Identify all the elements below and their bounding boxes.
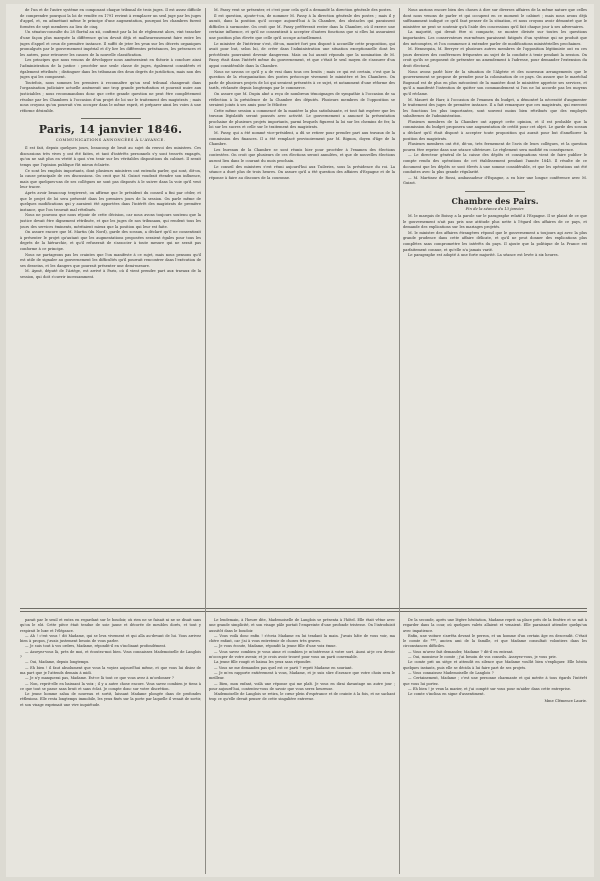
paragraph: Nous avons parlé hier de la situation de l'Algérie et des nouveaux arrangements que le gouvernement se propose de prendre pour la colonisation de ce pays. On assure que le maréchal Bugeaud est de plus en plus mécontent de la manière dont le ministère apprécie ses services, et qu'il a manifesté l'intention de quitter son commandement si l'on ne lui accorde pas les moyens qu'il réclame. (403, 69, 587, 96)
paragraph: Toutefois, nous sommes les premiers à reconnaître qu'un seul tribunal changerait dans l'organisation judiciaire actuelle amènerait une trop grande perturbation et pourrait nuire aux justiciables ; nous recommandons donc que cette grande question ne peut être complètement résolue par les Chambres à l'occasion d'un projet de loi sur le traitement des magistrats ; mais nous croyons qu'on pourrait s'en occuper dans le même esprit, et préparer ainsi les voies à une réforme désirable. (20, 80, 201, 113)
paragraph: de l'un et de l'autre système en composant chaque tribunal de trois juges. Il est assez difficile de comprendre pourquoi la loi de vendée en 1791 revient à remplacer un seul juge par les juges d'appel, et, en admettant même le principe d'une augmentation, pourquoi les chambres furent formées de sept membres au lieu de cinq. (20, 8, 201, 29)
paragraph: Après avoir beaucoup tergiversé, on affirme que le président du conseil a fini par céder, et que le projet de loi sera présenté dans les premiers jours de la session. On parle même de quelques modifications qui y auraient été apportées dans l'intérêt des magistrats de première instance, que l'on trouvait mal rétribués. (20, 191, 201, 212)
paragraph: — Ah ! c'est vous ! dit Madame, qui se leva vivement et qui alla au-devant de lui. Vous arrivez bien à propos, j'avais justement besoin de vous parler. (20, 633, 201, 644)
paragraph: Mademoiselle de Langlois se retira, le cœur plein d'espérance et de crainte à la fois, et ne sachant trop ce qu'elle devait penser de cette singulière entrevue. (209, 692, 395, 702)
paragraph: parait par le seuil et entra en regardant sur le boudoir, où rien ne se faisait ni ne se disait sans qu'on le sût. Cette pièce était tendue de soie jaune et décorée de meubles dorés, et tout y respirait le luxe et l'élégance. (20, 618, 201, 633)
column-divider (205, 8, 206, 874)
paragraph: M. le ministre des affaires étrangères répond que le gouvernement a toujours agi avec la plus grande prudence dans cette affaire délicate, et qu'il ne peut donner des explications plus complètes sans compromettre les intérêts du pays. Il ajoute que la politique de la France est parfaitement connue, et qu'elle n'a jamais varié. (403, 230, 587, 252)
paragraph: Le conseil des ministres s'est réuni aujourd'hui aux Tuileries, sous la présidence du roi. La séance a duré plus de trois heures. On assure qu'il a été question des affaires d'Espagne et de la réponse à faire au discours de la couronne. (209, 164, 395, 180)
feuilleton-signature: Mme Clémence Laurie. (544, 699, 587, 704)
dateline-subtitle: COMMUNICATIONS ANNONCÉES À L'AVANCE. (55, 137, 166, 143)
paragraph: M. le marquis de Boissy a la parole sur le paragraphe relatif à l'Espagne. Il se plaint de ce que le gouvernement n'ait pas pris une attitude plus nette à l'égard des affaires de ce pays, et demande des explications sur les mariages projetés. (403, 214, 587, 230)
feuilleton-column-2 (209, 618, 395, 874)
paragraph: Cette même session a commencé de la manière la plus satisfaisante, et tout fait espérer que les travaux législatifs seront poussés avec activité. Le gouvernement a annoncé la présentation prochaine de plusieurs projets importants, parmi lesquels figurent la loi sur les chemins de fer, la loi sur les sucres et celle sur le traitement des magistrats. (209, 108, 395, 130)
paragraph: La majorité, qui devait être si compacte, se montre divisée sur toutes les questions importantes. Les conservateurs eux-mêmes paraissent fatigués d'un système qui ne produit que des mécomptes, et l'on commence à entendre parler de modifications ministérielles prochaines. (403, 30, 587, 46)
paragraph: — Eh bien ! il faut absolument que vous la voyiez aujourd'hui même, et que vous lui disiez de ma part que je l'attends demain à midi. (20, 665, 201, 675)
paragraph: Le ministre de l'intérieur s'est, dit-on, montré fort peu disposé à accueillir cette proposition, qui avait pour but, selon lui, de créer dans l'administration une situation exceptionnelle dont les précédents pourraient devenir dangereux. Mais on lui aurait répondu que la nomination de M. Passy était dans l'intérêt même du gouvernement, et que c'était le seul moyen de s'assurer d'un appui considérable dans la Chambre. (209, 41, 395, 68)
paragraph: Nous aurions encore bien des choses à dire sur diverses affaires de la même nature que celles dont nous venons de parler et qui occupent en ce moment le cabinet ; mais nous avons déjà suffisamment indiqué ce qu'il faut penser de la situation, et nous croyons avoir démontré que le ministère ne peut se soutenir qu'à l'aide des concessions qu'il fait chaque jour à ses adversaires. (403, 8, 587, 29)
intro-block (20, 8, 201, 114)
column-3 (403, 8, 587, 603)
paragraph: — Vous savez combien je vous aime et combien je m'intéresse à votre sort. Aussi ai-je cru devoir m'occuper de votre avenir, et je crois avoir trouvé pour vous un parti convenable. (209, 649, 395, 660)
paragraph: — Bien, mon enfant, voilà une réponse qui me plaît. Je vous en dirai davantage un autre jour ; pour aujourd'hui, contentez-vous de savoir que vous serez heureuse. (209, 681, 395, 691)
paragraph: Les bureaux de la Chambre se sont réunis hier pour procéder à l'examen des élections contestées. On croit que plusieurs de ces élections seront annulées, et que de nouvelles élections auront lieu dans le courant du mois prochain. (209, 147, 395, 164)
divider (465, 191, 525, 192)
paragraph: — Vous ne me demandez pas quel est ce parti ? reprit Madame en souriant. (214, 665, 353, 670)
paragraph: M. Mauret de Harr, à l'occasion de l'examen du budget, a démontré la nécessité d'augmenter le traitement des juges de première instance. Il a fait remarquer que ces magistrats, qui exercent les fonctions les plus importantes, sont souvent moins bien rétribués que des employés subalternes de l'administration. (403, 97, 587, 119)
paragraph: On assure encore que M. Martin (du Nord), garde des sceaux, a déclaré qu'il ne consentirait à présenter le projet qu'autant que les augmentations proposées seraient égales pour tous les degrés de la hiérarchie, et qu'il refuserait de s'associer à toute mesure qui ne serait pas conforme à ce principe. (20, 230, 201, 251)
paragraph: M. Passy veut se présenter, et c'est pour cela qu'il a demandé la direction générale des postes. (214, 8, 392, 12)
feuilleton-column-1 (20, 618, 201, 874)
paragraph: Plusieurs membres de la Chambre ont appuyé cette opinion, et il est probable que la commission du budget proposera une augmentation de crédit pour cet objet. Le garde des sceaux a déclaré qu'il était disposé à accepter toute proposition qui aurait pour but d'améliorer la position des magistrats. (403, 119, 587, 141)
paragraph: Nous ne partageons pas les craintes que l'on manifeste à ce sujet, mais nous pensons qu'il est utile de signaler au gouvernement les difficultés qu'il pourrait rencontrer dans l'exécution de ses desseins, et les dangers que pourrait présenter une demi-mesure. (20, 252, 201, 268)
paragraph: Le paragraphe est adopté à une forte majorité. La séance est levée à six heures. (408, 253, 559, 258)
paragraph: — Je m'en rapporte entièrement à vous, Madame, et je suis sûre d'avance que votre choix sera le meilleur. (209, 670, 395, 681)
paragraph: La jeune fille rougit et baissa les yeux sans répondre. (214, 660, 312, 665)
paragraph: — Oui, Madame, depuis longtemps. (25, 660, 90, 665)
feuilleton-column-3 (403, 618, 587, 874)
paragraph: De la seconde, après une légère hésitation, Madame reprit sa place près de la fenêtre et se mit à regarder dans la cour, où quelques valets allaient et venaient. Elle paraissait attendre quelqu'un avec impatience. (403, 618, 587, 633)
newspaper-page (6, 4, 594, 877)
paragraph: — M. Martinez de Rossi, ambassadeur d'Espagne, a eu hier une longue conférence avec M. Guizot. (403, 175, 587, 186)
column-divider (399, 8, 400, 874)
paragraph: — Vous connaissez Mademoiselle de Langlois ? (408, 670, 494, 675)
feuilleton-rule-bottom (20, 611, 587, 612)
paragraph: — Je n'y manquerai pas, Madame. Est-ce là tout ce que vous avez à m'ordonner ? (25, 676, 174, 681)
paragraph: — Eh bien ! je veux la marier, et j'ai compté sur vous pour m'aider dans cette entreprise. (408, 686, 571, 691)
column-1 (20, 8, 201, 603)
paragraph: — Oui, monsieur le comte ; j'ai besoin de vos conseils. Asseyez-vous, je vous prie. (408, 655, 557, 660)
paragraph: Le jeune homme salua de nouveau et sortit, laissant Madame plongée dans de profondes réflexions. Elle resta longtemps immobile, les yeux fixés sur la porte par laquelle il venait de sortir, et son visage exprimait une vive inquiétude. (20, 692, 201, 707)
paragraph: M. Hennequin, M. Berryer et plusieurs autres membres de l'opposition légitimiste ont eu ces jours derniers des conférences fréquentes au sujet de la conduite à tenir pendant la session. On croit qu'ils se proposent de présenter un amendement à l'adresse, pour demander l'extension du droit électoral. (403, 47, 587, 68)
paragraph: — Je suis tout à vos ordres, Madame, répondit-il en s'inclinant profondément. (25, 644, 167, 649)
paragraph: Le lendemain, à l'heure dite, Mademoiselle de Langlois se présenta à l'hôtel. Elle était vêtue avec une grande simplicité, et son visage pâle portait l'empreinte d'une profonde tristesse. On l'introduisit aussitôt dans le boudoir. (209, 618, 395, 633)
section-title: Chambre des Pairs. (451, 196, 539, 206)
paragraph: Il est question, ajoute-t-on, de nommer M. Passy à la direction générale des postes ; mais il y aurait, dans la position qu'il occupe aujourd'hui à la Chambre, des obstacles qui paraissent difficiles à surmonter. On croit que M. Passy préférerait rester dans la Chambre, où il exerce une certaine influence, et qu'il ne consentirait à accepter d'autres fonctions que si elles lui assuraient une position plus élevée que celle qu'il occupe actuellement. (209, 13, 395, 40)
dateline-title: Paris, 14 janvier 1846. (38, 123, 183, 137)
paragraph: Le comte s'inclina en signe d'assentiment. (408, 692, 485, 697)
paragraph: — Je vous écoute, Madame, répondit la jeune fille d'une voix émue. (214, 644, 337, 649)
paragraph: Un sénatus-consulte du 28 floréal an xii, confirmé par la loi de réglement alors, vint trancher d'une façon plus marquée la différence qu'on devait déjà et malheureusement faire entre les juges d'appel et ceux de première instance. Il suffit de jeter les yeux sur les décrets organiques promulgués par le gouvernement impérial et d'y lire les différentes préséances, les présences et les autres, pour retrouver les causes de la nouvelle classification. (20, 30, 201, 57)
column-2 (209, 8, 395, 603)
article-body (20, 146, 201, 280)
paragraph: — Asseyez-vous là, près de moi, et écoutez-moi bien. Vous connaissez Mademoiselle de Langlois ? (20, 649, 201, 660)
paragraph: — Vous m'avez fait demander, Madame ? dit-il en entrant. (408, 649, 514, 654)
paragraph: On assure que M. Dupin aîné a reçu de nombreux témoignages de sympathie à l'occasion de sa réélection à la présidence de la Chambre des députés. Plusieurs membres de l'opposition se seraient joints à ses amis pour le féliciter. (209, 91, 395, 108)
section-subtitle: Fin de la séance du 13 janvier. (465, 206, 525, 211)
paragraph: Plusieurs membres ont été, dit-on, très fermement de l'avis de leurs collègues, et la question pourra être reprise dans une séance ultérieure. Le règlement sera modifié en conséquence. (403, 142, 587, 152)
paragraph: Nous ne pouvons que nous réjouir de cette décision, car nous avons toujours soutenu que la justice devait être dignement rétribuée, et que les juges de nos tribunaux, qui rendent tous les jours des services éminents, méritaient mieux que la position qui leur est faite. (20, 213, 201, 229)
paragraph: M. Passy, qui a été nommé vice-président, a dû se retirer pour prendre part aux travaux de la commission des finances. Il a été remplacé provisoirement par M. Bignon, doyen d'âge de la Chambre. (209, 131, 395, 147)
paragraph: Nous ne savons ce qu'il y a de vrai dans tous ces bruits ; mais ce qui est certain, c'est que la question de la réorganisation des postes préoccupe vivement le ministère et les Chambres. On parle de plusieurs projets de loi qui seraient présentés à ce sujet, et notamment d'une réforme des tarifs, réclamée depuis longtemps par le commerce. (209, 69, 395, 91)
paragraph: — Certainement, Madame ; c'est une personne charmante et qui mérite à tous égards l'intérêt que vous lui portez. (403, 676, 587, 686)
paragraph: — Non, reprit-elle en baissant la voix ; il y a autre chose encore. Vous savez combien je tiens à ce que tout se passe sans bruit et sans éclat. Je compte donc sur votre discrétion. (20, 681, 201, 691)
paragraph: Ce sont les emplois importants, dont plusieurs ministres ont entendu parler, qui sont, dit-on, la cause principale de ces discussions. On croit que M. Guizot voudrait étendre son influence, mais que quelques-uns de ses collègues ne sont pas disposés à le suivre dans la voie qu'il veut leur tracer. (20, 168, 201, 190)
paragraph: Les principes que nous venons de développer nous amèneraient en théorie à conclure ainsi l'administration de la justice : procéder une seule classe de juges, également considérés et également rétribués ; distinguer dans les tribunaux des deux degrés de juridiction, mais non des juges qui les composent. (20, 58, 201, 80)
paragraph: — Le directeur général de la caisse des dépôts et consignations vient de faire publier le compte rendu des opérations de cet établissement pendant l'année 1845. Il résulte de ce document que les dépôts se sont élevés à une somme considérable, et que les opérations ont été conduites avec la plus grande régularité. (403, 153, 587, 175)
paragraph: Le comte prit un siège et attendit en silence que Madame voulût bien s'expliquer. Elle hésita quelques instants, puis elle se décida à lui faire part de ses projets. (403, 660, 587, 670)
paragraph: Il est fait, depuis quelques jours, beaucoup de bruit au sujet du renvoi des ministres. Ces discussions très vives y ont été faites, et tant d'intérêts personnels s'y sont trouvés engagés, qu'on ne sait plus en vérité à quoi s'en tenir sur les véritables dispositions du cabinet. Il serait temps que l'opinion publique fût mieux éclairée. (20, 146, 201, 168)
paragraph: Enfin, une voiture s'arrêta devant le perron, et un homme d'un certain âge en descendit. C'était le comte de ***, ancien ami de la famille, et que Madame consultait volontiers dans les circonstances difficiles. (403, 633, 587, 649)
paragraph: M. Aymé, député de l'Ariège, est arrivé à Paris, où il vient prendre part aux travaux de la session, qui doit s'ouvrir incessamment. (20, 269, 201, 279)
feuilleton-rule-top (20, 608, 587, 609)
paragraph: — Vous voilà donc enfin ! s'écria Madame en lui tendant la main. J'avais hâte de vous voir, ma chère enfant, car j'ai à vous entretenir de choses très graves. (209, 633, 395, 644)
divider (81, 118, 141, 119)
